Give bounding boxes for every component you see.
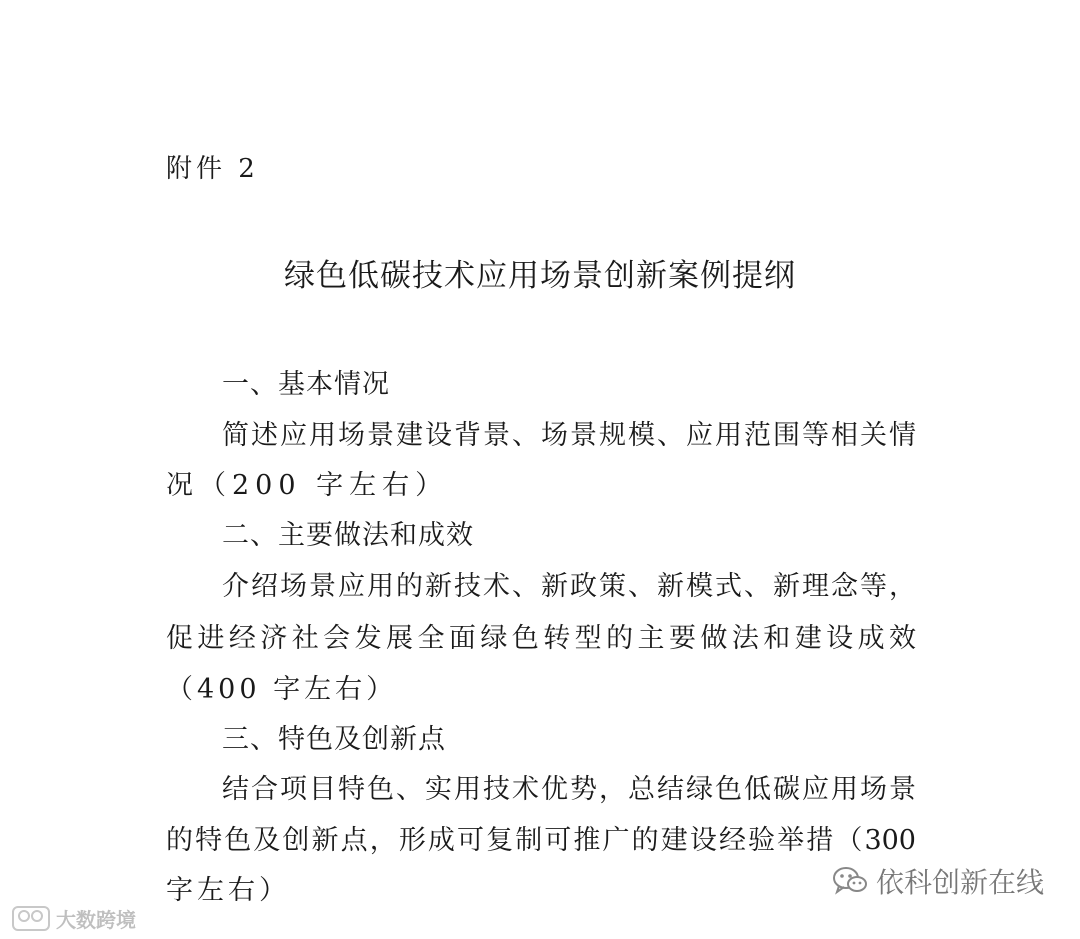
wechat-account-watermark (832, 861, 1044, 901)
section-heading-methods: 二、主要做法和成效 (222, 520, 474, 551)
section-3-line-1: 结合项目特色、实用技术优势，总结绿色低碳应用场景 (222, 774, 916, 805)
wechat-icon (832, 866, 868, 896)
section-1-line-2: 况（200 字左右） (166, 470, 449, 501)
wechat-account-name: 依科创新在线 (875, 866, 1044, 899)
section-2-line-2: 促进经济社会发展全面绿色转型的主要做法和建设成效 (166, 623, 916, 654)
section-3-line-2: 的特色及创新点，形成可复制可推广的建设经验举措（300 (166, 825, 916, 856)
logo-icon (12, 906, 50, 931)
section-heading-basic-info: 一、基本情况 (222, 369, 390, 400)
corner-logo-watermark (12, 904, 136, 933)
section-2-line-1: 介绍场景应用的新技术、新政策、新模式、新理念等， (222, 571, 916, 602)
document-title: 绿色低碳技术应用场景创新案例提纲 (284, 258, 796, 294)
section-3-line-3: 字左右） (166, 875, 290, 906)
section-heading-innovation: 三、特色及创新点 (222, 724, 446, 755)
section-1-line-1: 简述应用场景建设背景、场景规模、应用范围等相关情 (222, 420, 916, 451)
attachment-label: 附件 2 (166, 154, 259, 184)
section-2-line-3: （400 字左右） (166, 674, 398, 705)
corner-logo-text: 大数跨境 (56, 908, 136, 932)
